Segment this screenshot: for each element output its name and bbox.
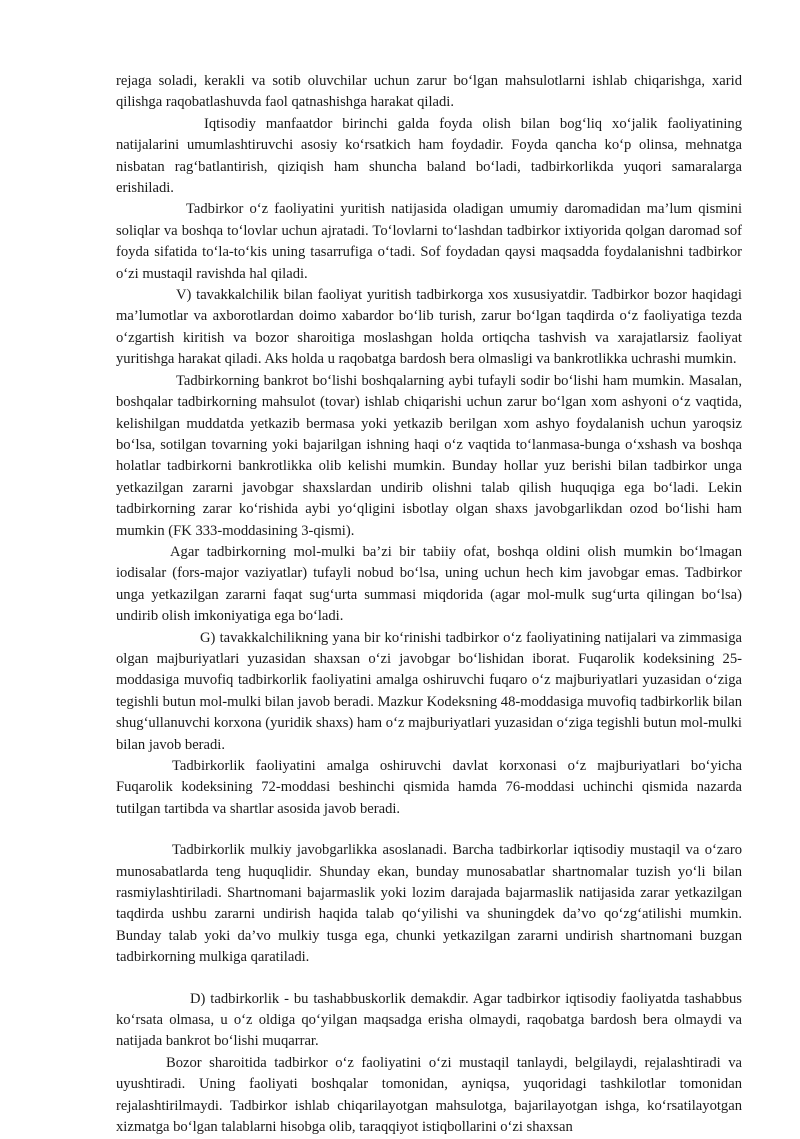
paragraph-bankruptcy: Tadbirkorning bankrot bo‘lishi boshqalarning aybi tufayli sodir bo‘lishi ham mumkin. Masalan, boshqalar tadbirkorning mahsulot (tovar) ishlab chiqarishi uchun zarur bo‘lgan xom ashyoni o‘z vaqtida, kelishilgan muddatda yetkazib bermasa yoki yetkazib berilgan xom ashyo foydalanish uchun yaroqsiz bo‘lsa, sotilgan tovarning yoki bajarilgan ishning haqi o‘z vaqtida to‘lanmasa-bunga o‘xshash va boshqa holatlar tadbirkorni bankrotlikka olib kelishi mumkin. Bunday hollar yuz berishi bilan tadbirkor unga yetkazilgan zararni javobgar shaxslardan undirib olishni talab qilish huquqiga ega bo‘ladi. Lekin tadbirkorning zarar ko‘rishida aybi yo‘qligini isbotlay olgan shaxs javobgarlikdan ozod bo‘lishi ham mumkin (FK 333-moddasining 3-qismi).	[116, 372, 742, 539]
paragraph-state-enterprise: Tadbirkorlik faoliyatini amalga oshiruvchi davlat korxonasi o‘z majburiyatlari bo‘yicha Fuqarolik kodeksining 72-moddasi beshinchi qismida hamda 76-moddasi uchinchi qismida nazarda tutilgan tartibda va shartlar asosida javob beradi.	[116, 758, 742, 817]
paragraph-market-conditions: Bozor sharoitida tadbirkor o‘z faoliyatini o‘zi mustaqil tanlaydi, belgilaydi, rejalashtiradi va uyushtiradi. Uning faoliyati boshqalar tomonidan, ayniqsa, yuqoridagi tashkilotlar tomonidan rejalashtirilmaydi. Tadbirkor ishlab chiqarilayotgan mahsulotga, bajarilayotgan ishga, ko‘rsatilayotgan xizmatga bo‘lgan talablarni hisobga olib, taraqqiyot istiqbollarini o‘zi shaxsan	[116, 1054, 742, 1136]
paragraph-continuation: rejaga soladi, kerakli va sotib oluvchilar uchun zarur bo‘lgan mahsulotlarni ishlab chiqarishga, xarid qilishga raqobatlashuvda faol qatnashishga harakat qiladi.	[116, 73, 742, 111]
paragraph-property-liability: Tadbirkorlik mulkiy javobgarlikka asoslanadi. Barcha tadbirkorlar iqtisodiy mustaqil va o‘zaro munosabatlarda teng huquqlidir. Shunday ekan, bunday munosabatlar shartnomalar tuzish yo‘li bilan rasmiylashtiriladi. Shartnomani bajarmaslik yoki lozim darajada bajarmaslik natijasida zarar yetkazilgan taqdirda ushbu zararni undirish haqida talab qo‘yilishi va shuningdek da’vo qo‘zg‘atilishi mumkin. Bunday talab yoki da’vo mulkiy tusga ega, chunki yetkazilgan zararni undirish shartnomani buzgan tadbirkorning mulkiga qaratiladi.	[116, 842, 742, 966]
paragraph-economic-interest: Iqtisodiy manfaatdor birinchi galda foyda olish bilan bog‘liq xo‘jalik faoliyatining natijalarini umumlashtiruvchi asosiy ko‘rsatkich ham foydadir. Foyda qancha ko‘p olinsa, mehnatga nisbatan rag‘batlantirish, qiziqish ham shuncha baland bo‘ladi, tadbirkorlikda yuqori samaralarga erishiladi.	[116, 115, 742, 197]
paragraph-net-profit: Tadbirkor o‘z faoliyatini yuritish natijasida oladigan umumiy daromadidan ma’lum qismini soliqlar va boshqa to‘lovlar uchun ajratadi. To‘lovlarni to‘lashdan tadbirkor ixtiyorida qolgan daromad sof foyda sifatida to‘la-to‘kis uning tasarrufiga o‘tadi. Sof foydadan qaysi maqsadda foydalanishni tadbirkor o‘zi mustaqil ravishda hal qiladi.	[116, 201, 742, 282]
paragraph-risk-g: G) tavakkalchilikning yana bir ko‘rinishi tadbirkor o‘z faoliyatining natijalari va zimmasiga olgan majburiyatlari yuzasidan shaxsan o‘zi javobgar bo‘lishidan iborat. Fuqarolik kodeksining 25-moddasiga muvofiq tadbirkorlik faoliyatini amalga oshiruvchi fuqaro o‘z majburiyatlari yuzasidan o‘ziga tegishli butun mol-mulki bilan javob beradi. Mazkur Kodeksning 48-moddasiga muvofiq tadbirkorlik bilan shug‘ullanuvchi korxona (yuridik shaxs) ham o‘z majburiyatlari yuzasidan o‘ziga tegishli butun mol-mulki bilan javob beradi.	[116, 629, 742, 753]
paragraph-initiative-d: D) tadbirkorlik - bu tashabbuskorlik demakdir. Agar tadbirkor iqtisodiy faoliyatda tashabbus ko‘rsata olmasa, u o‘z oldiga qo‘yilgan maqsadga erisha olmaydi, raqobatga bardosh bera olmaydi va natijada bankrot bo‘lishi muqarrar.	[116, 990, 742, 1050]
paragraph-force-majeure: Agar tadbirkorning mol-mulki ba’zi bir tabiiy ofat, boshqa oldini olish mumkin bo‘lmagan iodisalar (fors-major vaziyatlar) tufayli nobud bo‘lsa, uning uchun hech kim javobgar emas. Tadbirkor unga yetkazilgan zararni faqat sug‘urta summasi miqdorida (agar mol-mulk sug‘urta qilingan bo‘lsa) undirib olish imkoniyatiga ega bo‘ladi.	[116, 543, 742, 625]
paragraph-risk-v: V) tavakkalchilik bilan faoliyat yuritish tadbirkorga xos xususiyatdir. Tadbirkor bozor haqidagi ma’lumotlar va axborotlardan doimo xabardor bo‘lib turish, zarur bo‘lgan taqdirda o‘z faoliyatiga tezda o‘zgartish kiritish va bozor sharoitiga moslashgan holda ortiqcha tashvish va xarajatlarsiz faoliyat yuritishga harakat qiladi. Aks holda u raqobatga bardosh bera olmasligi va bankrotlikka uchrashi mumkin.	[116, 287, 742, 368]
